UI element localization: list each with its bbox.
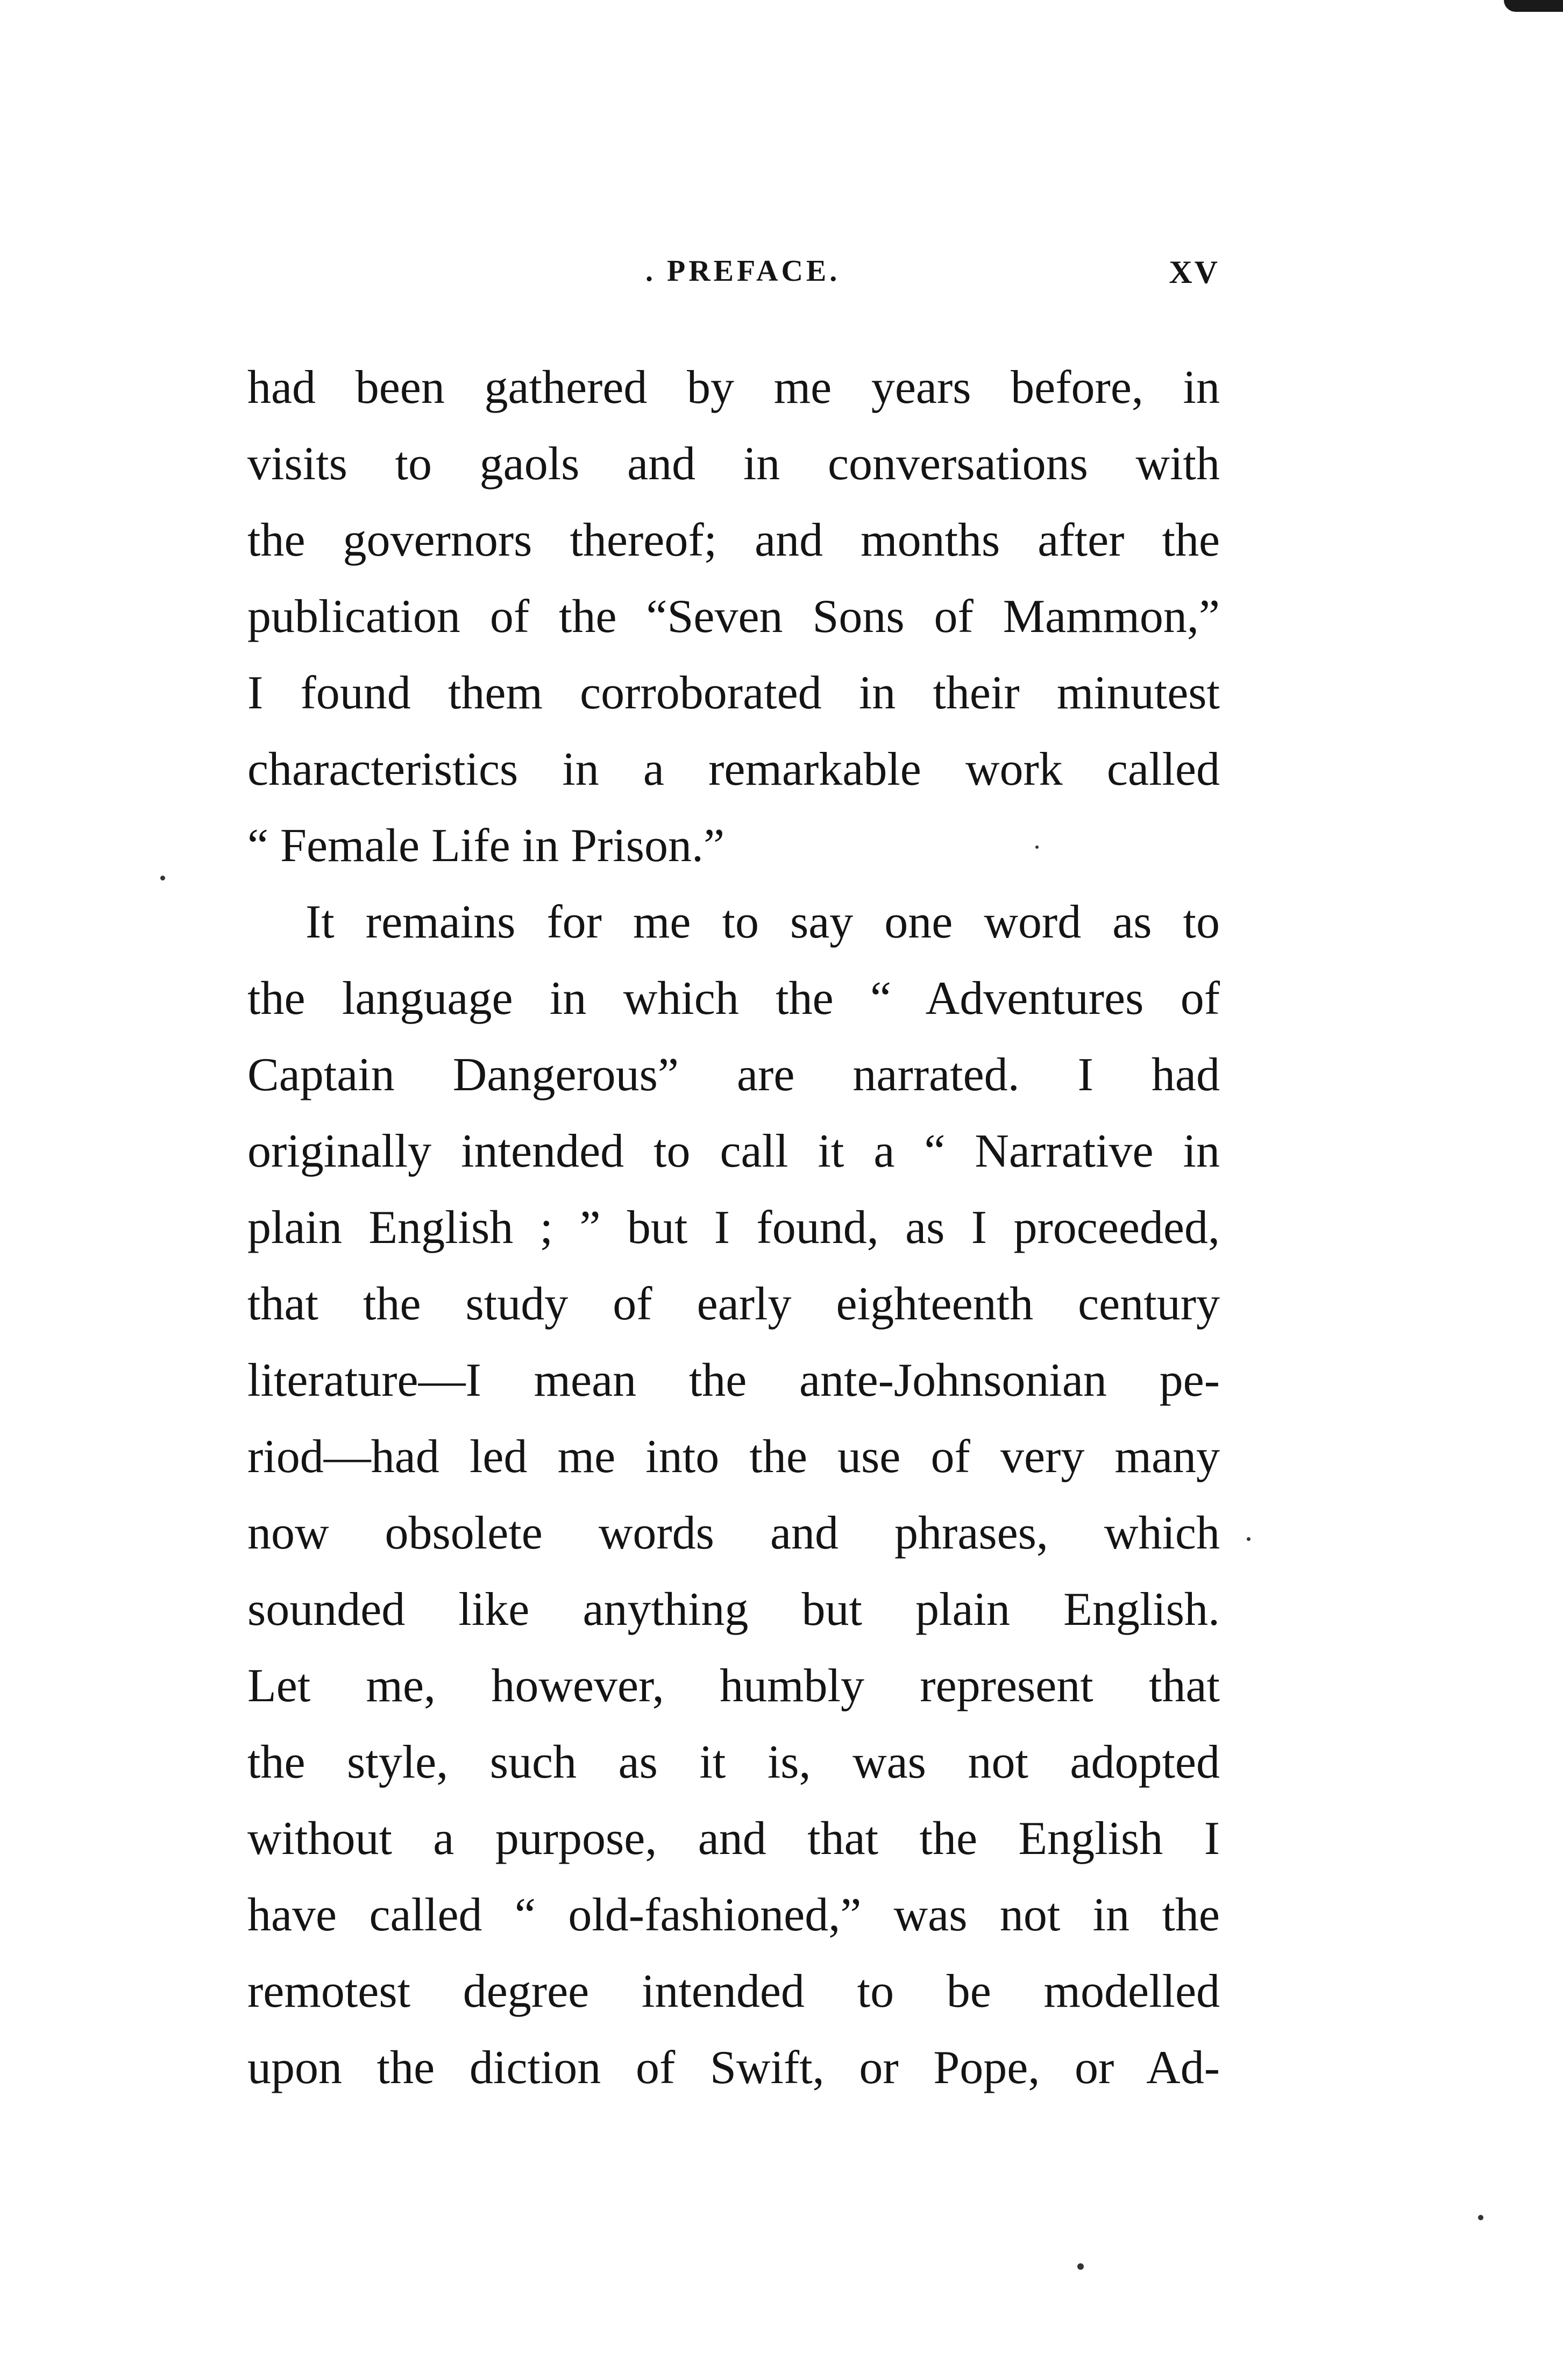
text-line: had been gathered by me years before, in [247,361,1220,414]
text-line: riod—had led me into the use of very many [247,1431,1220,1483]
text-line: the language in which the “ Adventures of [247,972,1220,1025]
running-head-title: . PREFACE. [645,254,841,288]
text-line: Captain Dangerous” are narrated. I had [247,1049,1220,1101]
text-line: It remains for me to say one word as to [306,896,1220,948]
text-line: upon the diction of Swift, or Pope, or Ad- [247,2042,1220,2094]
text-line: literature—I mean the ante-Johnsonian pe- [247,1354,1220,1406]
scan-speck [1478,2215,1483,2220]
text-line: without a purpose, and that the English I [247,1813,1220,1865]
text-line: Let me, however, humbly represent that [247,1660,1220,1712]
body-text [247,350,1220,2106]
running-head [247,254,1220,302]
scan-speck [1077,2263,1084,2270]
text-line: sounded like anything but plain English. [247,1583,1220,1636]
text-line: have called “ old-fashioned,” was not in the [247,1889,1220,1941]
text-line: that the study of early eighteenth century [247,1278,1220,1330]
text-line: now obsolete words and phrases, which [247,1507,1220,1559]
text-line: remotest degree intended to be modelled [247,1965,1220,2017]
text-line: publication of the “Seven Sons of Mammon,” [247,591,1220,643]
scan-speck [1035,846,1039,849]
text-line: characteristics in a remarkable work called [247,743,1220,795]
text-line: visits to gaols and in conversations with [247,438,1220,490]
scan-speck [160,876,165,880]
scan-edge-mark [1504,0,1563,12]
paragraph-1 [247,350,1220,884]
text-line: plain English ; ” but I found, as I proceeded, [247,1202,1220,1254]
text-line: the style, such as it is, was not adopted [247,1736,1220,1788]
scan-speck [1247,1537,1251,1541]
text-line: “ Female Life in Prison.” [247,820,725,872]
page-number: XV [1169,254,1220,290]
text-line: the governors thereof; and months after the [247,514,1220,566]
text-line: I found them corroborated in their minutest [247,667,1220,719]
paragraph-2 [247,884,1220,2106]
text-line: originally intended to call it a “ Narrative in [247,1125,1220,1177]
